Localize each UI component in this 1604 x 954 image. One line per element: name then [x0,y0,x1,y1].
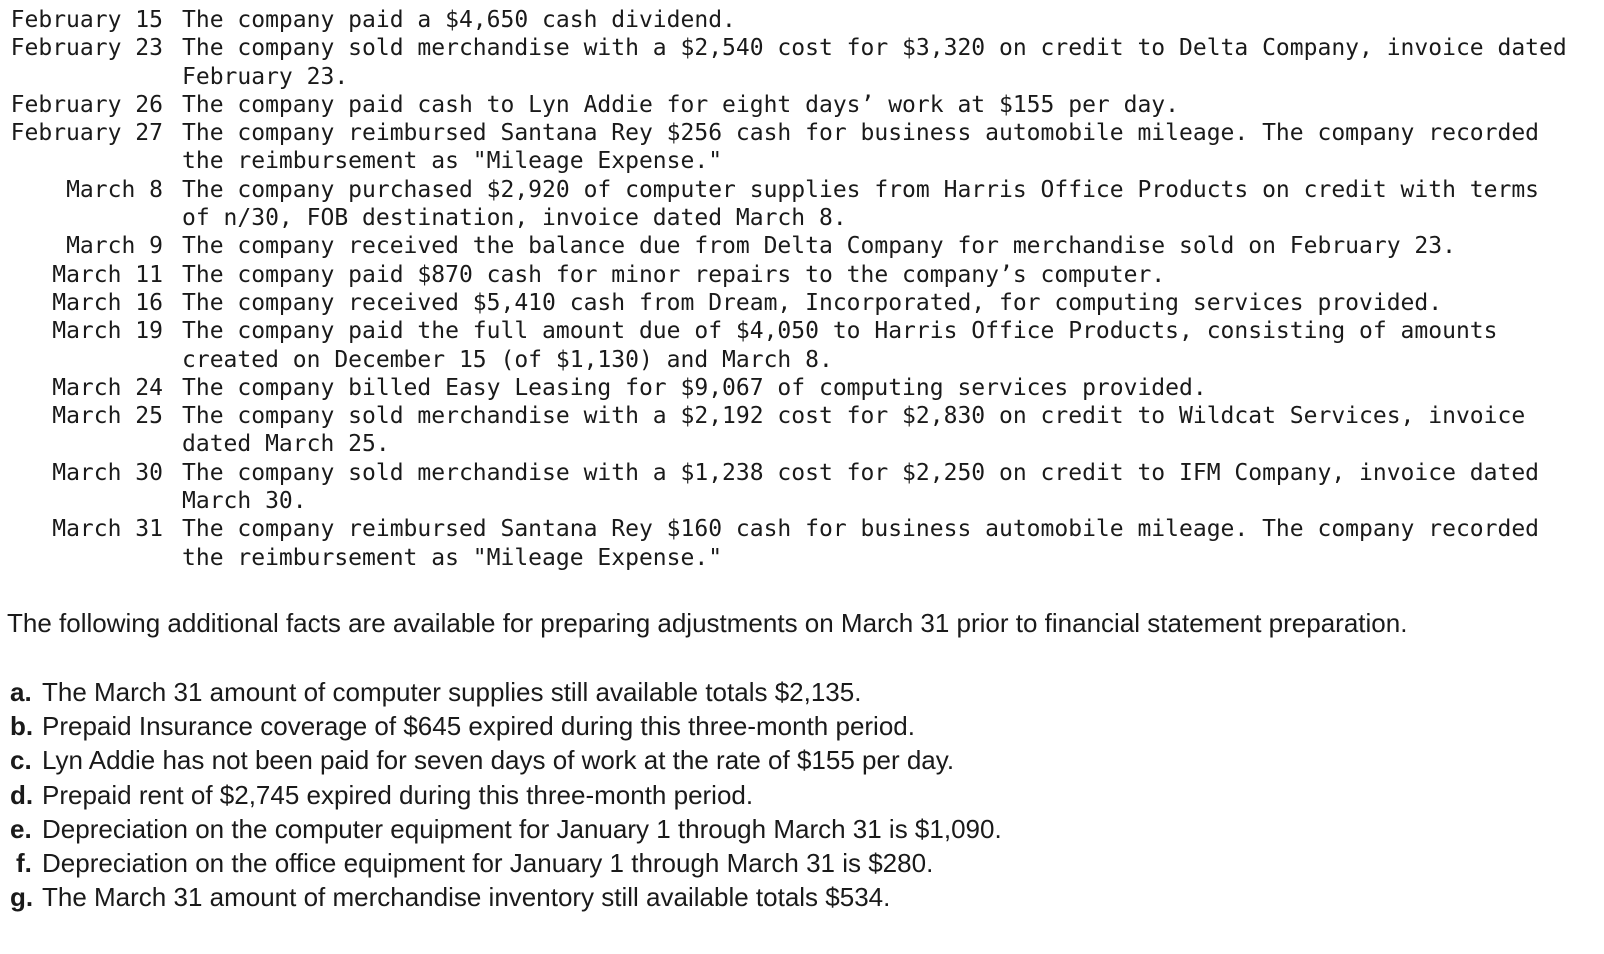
transaction-row [6,232,1577,260]
transaction-row [6,261,1577,289]
transaction-date: February 27 [10,120,163,147]
fact-text: Depreciation on the computer equipment for January 1 through March 31 is $1,090. [42,813,1002,844]
transaction-date: March 8 [66,176,163,203]
fact-letter: g. [10,882,34,913]
transaction-date: February 15 [10,7,163,33]
fact-item [10,675,1002,709]
transaction-text: The company sold merchandise with a $2,192 cost for $2,830 on credit to Wildcat Services, invoice dated March 25. [182,403,1526,458]
transaction-date: March 11 [52,261,163,288]
transaction-row [6,34,1577,91]
transaction-list [6,6,1577,572]
transaction-date: March 31 [52,516,163,543]
transaction-row [6,6,1577,34]
transaction-date: March 19 [52,318,163,345]
transaction-text: The company received $5,410 cash from Dream, Incorporated, for computing services provided. [182,289,1443,316]
transaction-text: The company billed Easy Leasing for $9,067 of computing services provided. [182,374,1207,401]
adjustment-facts-list [10,675,1002,914]
transaction-text: The company paid $870 cash for minor repairs to the company’s computer. [182,261,1166,288]
transaction-text: The company paid the full amount due of $4,050 to Harris Office Products, consisting of amounts created on December 15 (of $1,130) and March 8. [182,318,1498,373]
transaction-date: March 24 [52,374,163,401]
fact-text: The March 31 amount of computer supplies still available totals $2,135. [42,677,862,707]
transaction-row [6,374,1577,402]
transaction-text: The company sold merchandise with a $1,238 cost for $2,250 on credit to IFM Company, invoice dated March 30. [182,459,1540,515]
transaction-text: The company paid a $4,650 cash dividend. [182,7,736,33]
fact-item [10,880,1002,914]
transaction-text: The company purchased $2,920 of computer supplies from Harris Office Products on credit with terms of n/30, FOB destination, invoice dated March 8. [182,176,1540,232]
transaction-row [6,289,1577,317]
transaction-date: February 26 [10,91,163,118]
transaction-date: March 9 [66,233,163,260]
fact-text: Prepaid Insurance coverage of $645 expired during this three-month period. [42,711,915,742]
transaction-date: February 23 [10,35,163,62]
fact-text: Prepaid rent of $2,745 expired during this three-month period. [42,779,754,810]
transaction-row [6,176,1577,233]
fact-item [10,709,1002,743]
fact-text: Depreciation on the office equipment for January 1 through March 31 is $280. [42,848,934,879]
transaction-date: March 30 [52,459,163,486]
adjustments-intro: The following additional facts are available for preparing adjustments on March 31 prior to financial statement preparation. [7,608,1408,638]
transaction-date: March 25 [52,403,163,430]
fact-letter: d. [10,779,34,810]
transaction-date: March 16 [52,289,163,316]
fact-item [10,743,1002,777]
transaction-row [6,459,1577,516]
fact-text: Lyn Addie has not been paid for seven days of work at the rate of $155 per day. [42,745,955,776]
transaction-row [6,119,1577,176]
fact-letter: a. [10,677,32,707]
fact-letter: e. [10,813,32,844]
transaction-row [6,402,1577,459]
transaction-text: The company sold merchandise with a $2,540 cost for $3,320 on credit to Delta Company, invoice dated February 23. [182,35,1567,90]
fact-letter: c. [10,745,32,776]
transaction-text: The company paid cash to Lyn Addie for eight days’ work at $155 per day. [182,91,1179,118]
transaction-text: The company reimbursed Santana Rey $160 cash for business automobile mileage. The company recorded the reimbursement as "Mileage Expense." [182,516,1540,571]
transaction-row [6,317,1577,374]
fact-item [10,812,1002,846]
transaction-row [6,91,1577,119]
transaction-text: The company reimbursed Santana Rey $256 cash for business automobile mileage. The company recorded the reimbursement as "Mileage Expense." [182,120,1540,175]
transaction-row [6,515,1577,572]
fact-letter: b. [10,711,34,742]
fact-text: The March 31 amount of merchandise inventory still available totals $534. [42,882,891,913]
transaction-text: The company received the balance due from Delta Company for merchandise sold on February 23. [182,233,1456,260]
fact-letter: f. [16,848,32,879]
fact-item [10,778,1002,812]
fact-item [10,846,1002,880]
